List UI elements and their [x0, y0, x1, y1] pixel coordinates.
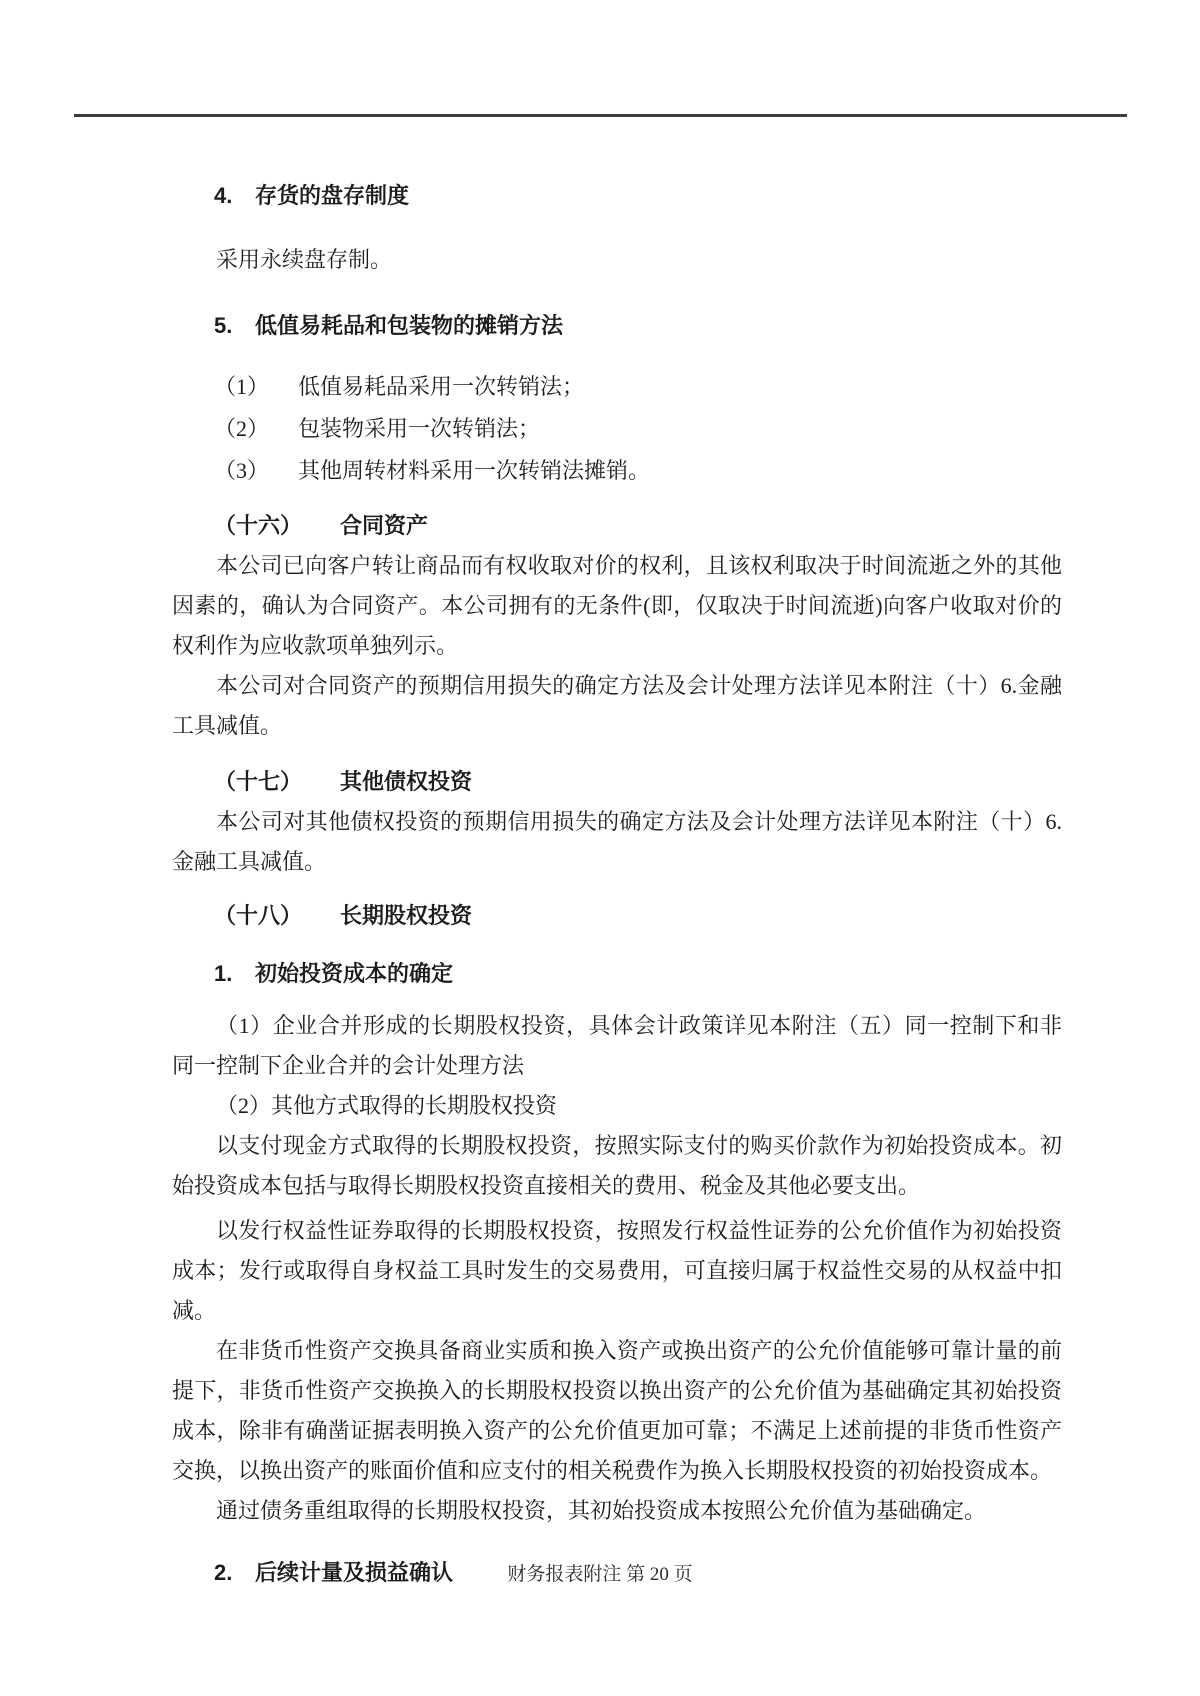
paragraph-perpetual-inventory: 采用永续盘存制。 [216, 247, 393, 272]
list-text: 低值易耗品采用一次转销法； [298, 374, 585, 399]
heading-label: 低值易耗品和包装物的摊销方法 [255, 313, 564, 338]
heading-number: 1. [214, 961, 233, 986]
heading-label: 存货的盘存制度 [255, 183, 410, 208]
heading-initial-investment-cost [172, 954, 1062, 994]
section-title: 长期股权投资 [340, 903, 473, 928]
list-item-packaging [172, 408, 1062, 450]
heading-number: 2. [214, 1560, 233, 1585]
list-item-other-materials [172, 450, 1062, 492]
paragraph-contract-assets-impairment: 本公司对合同资产的预期信用损失的确定方法及会计处理方法详见本附注（十）6.金融工具减值。 [172, 673, 1062, 738]
paragraph-nonmonetary-exchange: 在非货币性资产交换具备商业实质和换入资产或换出资产的公允价值能够可靠计量的前提下，非货币性资产交换换入的长期股权投资以换出资产的公允价值为基础确定其初始投资成本，除非有确凿证据表明换入资产的公允价值更加可靠；不满足上述前提的非货币性资产交换，以换出资产的账面价值和应支付的相关税费作为换入长期股权投资的初始投资成本。 [172, 1338, 1062, 1483]
section-title: 其他债权投资 [340, 769, 473, 794]
heading-inventory-system [172, 176, 1062, 216]
heading-contract-assets [172, 506, 1062, 546]
list-text: 包装物采用一次转销法； [298, 416, 541, 441]
header-rule [74, 114, 1127, 117]
section-marker: （十八） [214, 903, 303, 928]
section-marker: （十七） [214, 769, 303, 794]
paragraph-equity-securities-acquisition: 以发行权益性证券取得的长期股权投资，按照发行权益性证券的公允价值作为初始投资成本；发行或取得自身权益工具时发生的交易费用，可直接归属于权益性交易的从权益中扣减。 [172, 1218, 1062, 1323]
paragraph-other-acquisition-methods: （2）其他方式取得的长期股权投资 [216, 1093, 558, 1118]
heading-label: 初始投资成本的确定 [255, 961, 454, 986]
heading-amortization-method [172, 306, 1062, 346]
heading-label: 后续计量及损益确认 [255, 1560, 454, 1585]
paragraph-debt-restructuring: 通过债务重组取得的长期股权投资，其初始投资成本按照公允价值为基础确定。 [216, 1498, 987, 1523]
heading-number: 4. [214, 183, 233, 208]
footer-text: 财务报表附注 第 20 页 [507, 1564, 693, 1585]
section-title: 合同资产 [340, 513, 429, 538]
list-item-low-value-consumables [172, 366, 1062, 408]
list-marker: （1） [214, 374, 270, 399]
list-marker: （2） [214, 416, 270, 441]
heading-other-debt-investments [172, 762, 1062, 802]
section-marker: （十六） [214, 513, 303, 538]
paragraph-cash-acquisition: 以支付现金方式取得的长期股权投资，按照实际支付的购买价款作为初始投资成本。初始投资成本包括与取得长期股权投资直接相关的费用、税金及其他必要支出。 [172, 1133, 1062, 1198]
heading-long-term-equity [172, 896, 1062, 936]
paragraph-merger-formed-investment: （1）企业合并形成的长期股权投资，具体会计政策详见本附注（五）同一控制下和非同一控制下企业合并的会计处理方法 [172, 1013, 1062, 1078]
paragraph-other-debt-impairment: 本公司对其他债权投资的预期信用损失的确定方法及会计处理方法详见本附注（十）6.金融工具减值。 [172, 809, 1062, 874]
page-content [172, 176, 1062, 1593]
list-text: 其他周转材料采用一次转销法摊销。 [298, 458, 651, 483]
heading-number: 5. [214, 313, 233, 338]
list-marker: （3） [214, 458, 270, 483]
page-footer [0, 1560, 1200, 1590]
paragraph-contract-assets-definition: 本公司已向客户转让商品而有权收取对价的权利，且该权利取决于时间流逝之外的其他因素的，确认为合同资产。本公司拥有的无条件(即，仅取决于时间流逝)向客户收取对价的权利作为应收款项单独列示。 [172, 553, 1062, 658]
